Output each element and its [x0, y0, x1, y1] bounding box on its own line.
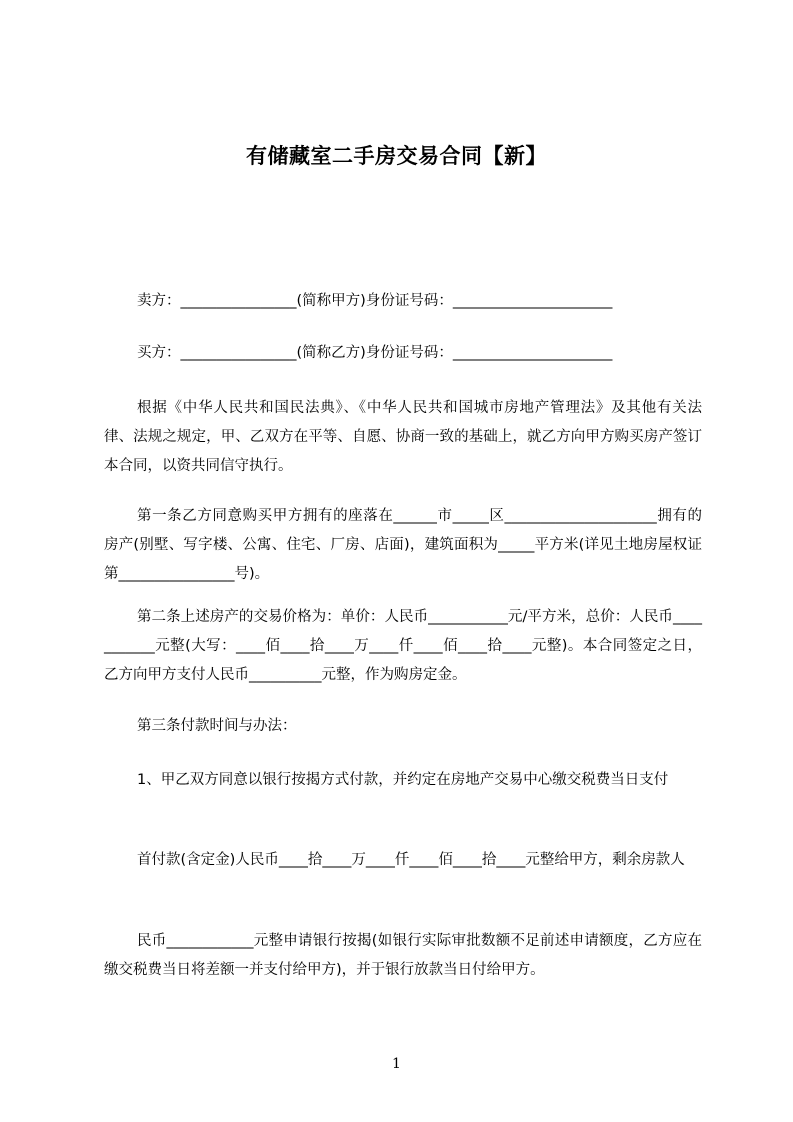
mortgage-paragraph: 民币____________元整申请银行按揭(如银行实际审批数额不足前述申请额度，乙方应在缴交税费当日将差额一并支付给甲方)，并于银行放款当日付给甲方。	[104, 933, 702, 978]
payment-method-paragraph: 1、甲乙双方同意以银行按揭方式付款，并约定在房地产交易中心缴交税费当日支付	[137, 772, 669, 788]
page-number: 1	[392, 1056, 401, 1072]
seller-line: 卖方：________________(简称甲方)身份证号码：______________________	[137, 293, 613, 309]
down-payment-paragraph: 首付款(含定金)人民币____拾____万____仟____佰____拾____元整给甲方，剩余房款人	[137, 852, 685, 868]
preamble-paragraph: 根据《中华人民共和国民法典》、《中华人民共和国城市房地产管理法》及其他有关法律、法规之规定，甲、乙双方在平等、自愿、协商一致的基础上，就乙方向甲方购买房产签订本合同，以资共同信守执行。	[104, 400, 702, 474]
article-3-heading: 第三条付款时间与办法：	[137, 718, 297, 734]
buyer-line: 买方：________________(简称乙方)身份证号码：______________________	[137, 345, 613, 361]
article-2-paragraph: 第二条上述房产的交易价格为：单价：人民币___________元/平方米，总价：人民币___________元整(大写：____佰____拾____万____仟____佰____拾____元整)。本合同签定之日，乙方向甲方支付人民币__________元整，作为购房定金。	[104, 609, 702, 683]
article-1-paragraph: 第一条乙方同意购买甲方拥有的座落在______市_____区_____________________拥有的房产(别墅、写字楼、公寓、住宅、厂房、店面)，建筑面积为_____平方米(详见土地房屋权证第________________号)。	[104, 508, 702, 582]
document-title: 有储藏室二手房交易合同【新】	[246, 144, 547, 168]
